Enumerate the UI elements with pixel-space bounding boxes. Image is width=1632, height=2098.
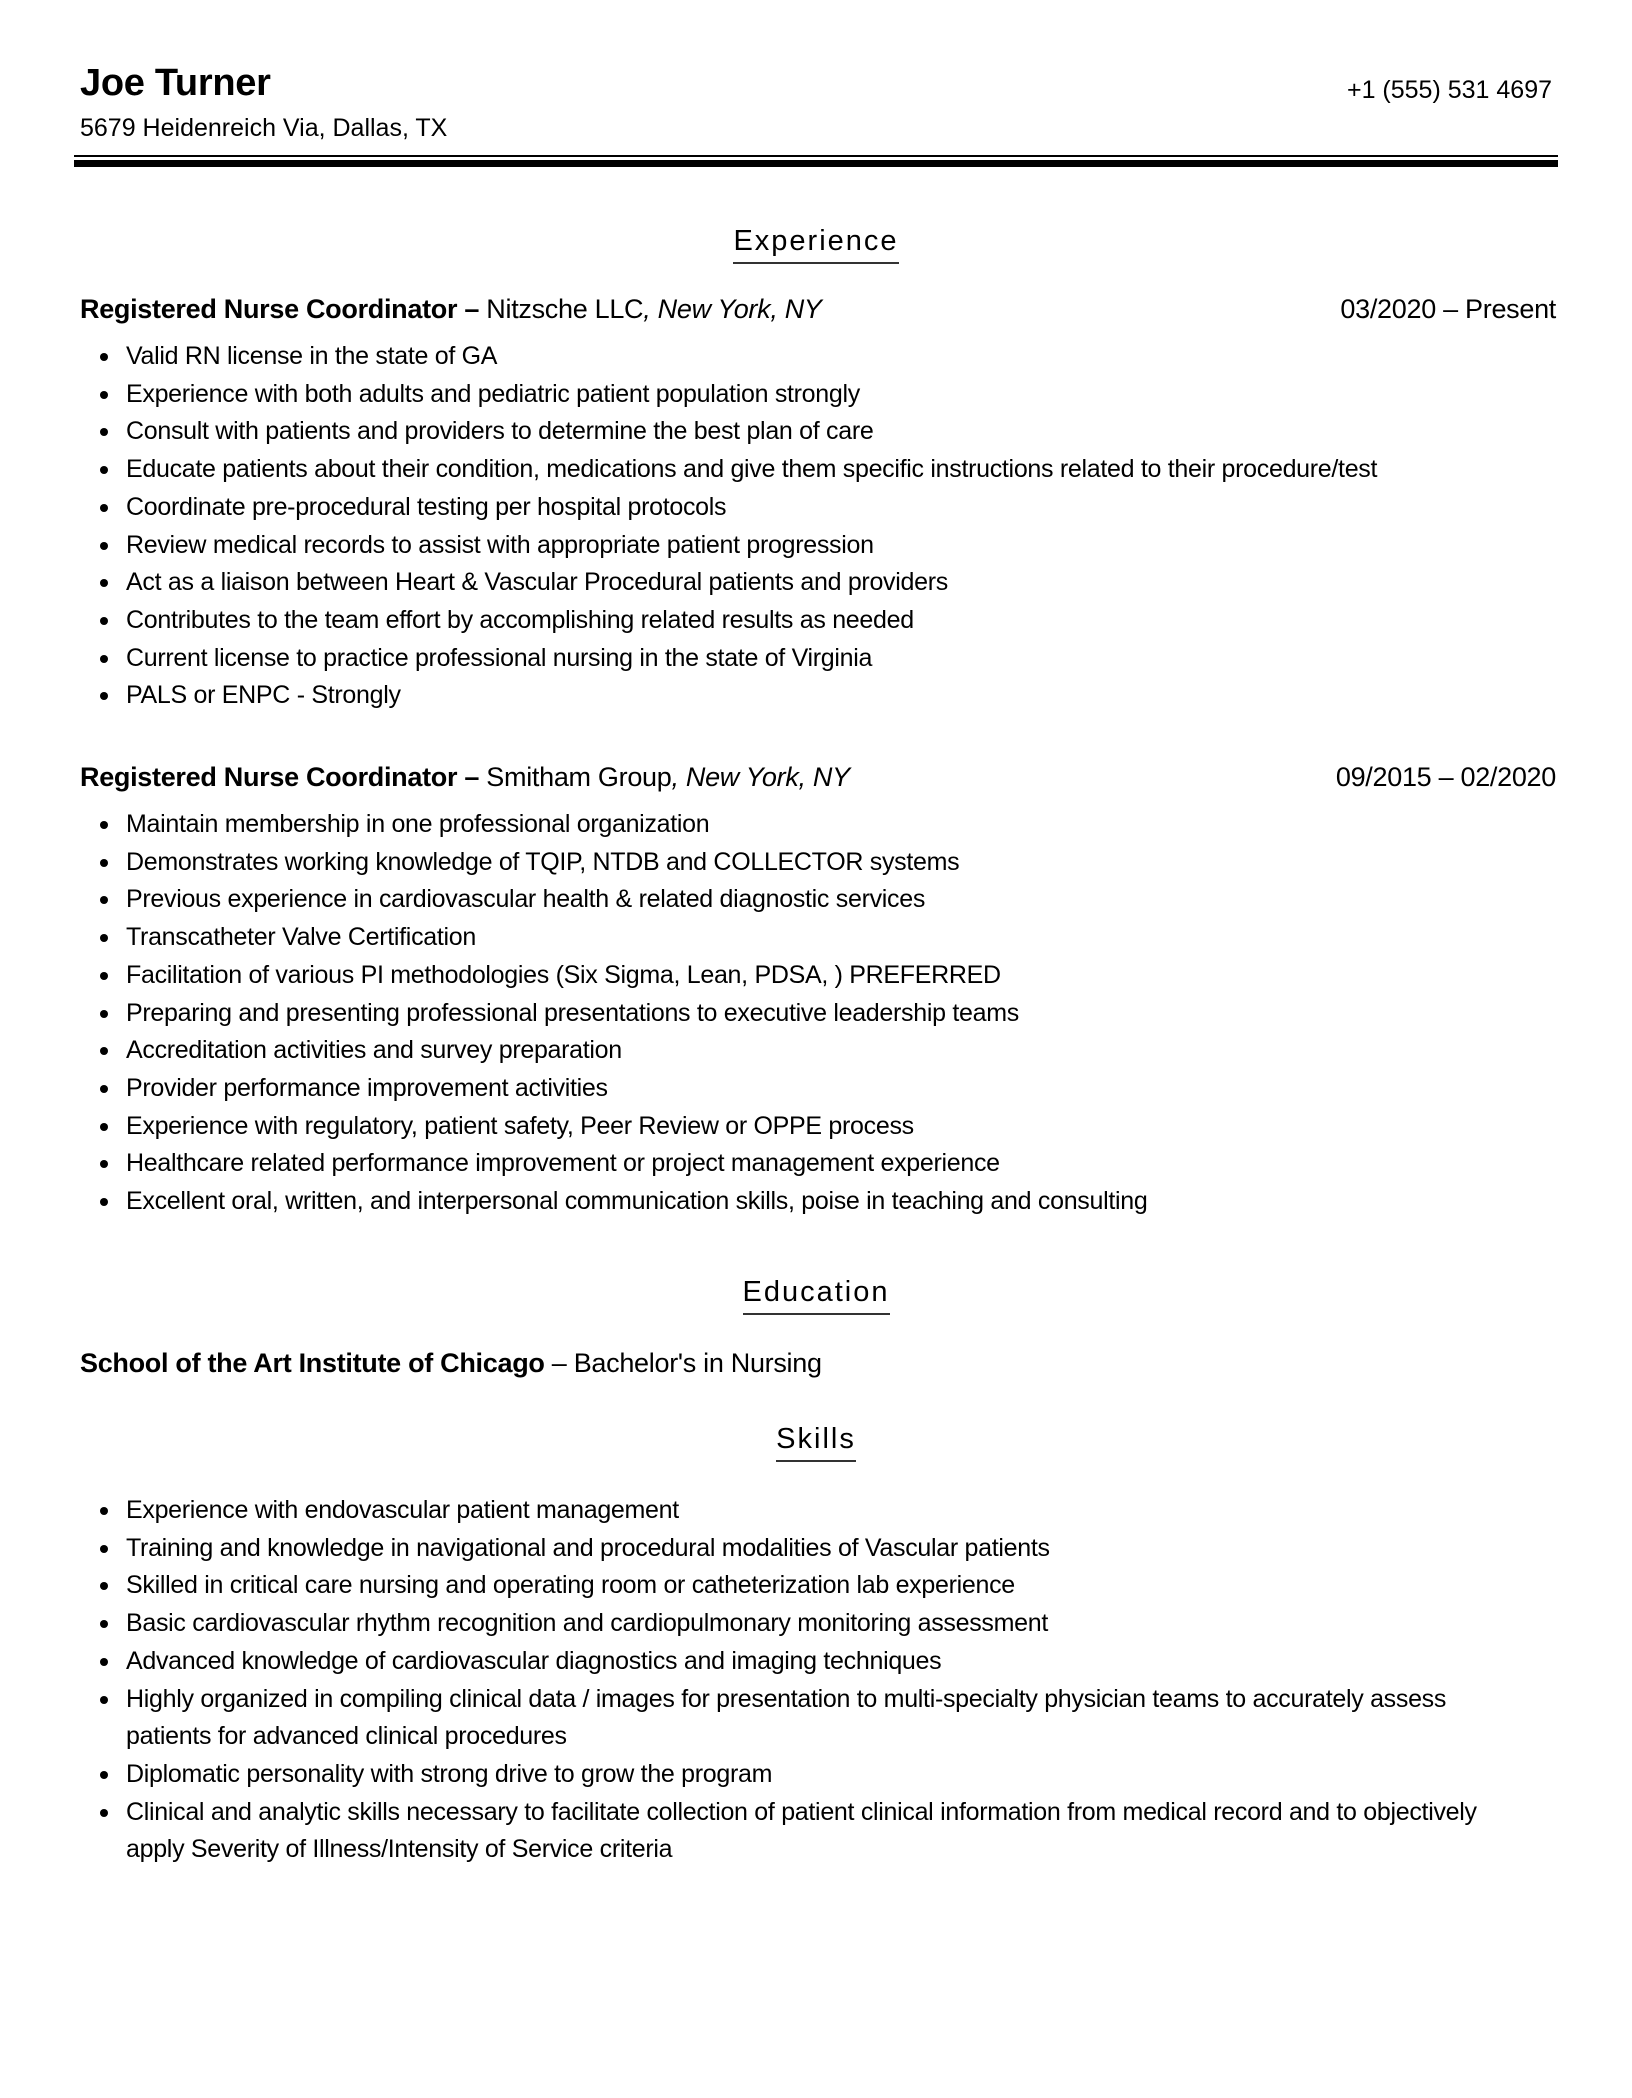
list-item: Contributes to the team effort by accomplishing related results as needed: [0, 602, 1560, 640]
education-heading-text: Education: [743, 1275, 890, 1315]
list-item: Diplomatic personality with strong drive to grow the program: [0, 1756, 1560, 1794]
list-item: Clinical and analytic skills necessary to facilitate collection of patient clinical information from medical record and to objectively apply Severity of Illness/Intensity of Service criteria: [0, 1794, 1560, 1869]
list-item: Review medical records to assist with appropriate patient progression: [0, 527, 1560, 565]
list-item: Maintain membership in one professional organization: [0, 806, 1560, 844]
list-item: Transcatheter Valve Certification: [0, 919, 1560, 957]
education-separator: –: [544, 1348, 574, 1378]
job-location: , New York, NY: [643, 294, 822, 324]
list-item: Highly organized in compiling clinical data / images for presentation to multi-specialty physician teams to accurately assess patients for advanced clinical procedures: [0, 1681, 1560, 1756]
skills-heading-text: Skills: [776, 1422, 856, 1462]
education-heading: [0, 1275, 1632, 1315]
job-dates: 03/2020 – Present: [1340, 294, 1556, 324]
degree: Bachelor's in Nursing: [573, 1348, 822, 1378]
header-divider-thin: [74, 155, 1558, 157]
school-name: School of the Art Institute of Chicago: [80, 1348, 545, 1378]
job-title: Registered Nurse Coordinator –: [80, 762, 480, 792]
list-item: Accreditation activities and survey preparation: [0, 1032, 1560, 1070]
list-item: Act as a liaison between Heart & Vascular Procedural patients and providers: [0, 564, 1560, 602]
experience-heading-text: Experience: [733, 224, 898, 264]
job-company: Nitzsche LLC: [486, 294, 644, 324]
list-item: Experience with endovascular patient management: [0, 1492, 1560, 1530]
candidate-address: 5679 Heidenreich Via, Dallas, TX: [80, 114, 448, 142]
job-header-2: [80, 762, 1556, 793]
skills-list: [0, 1492, 1560, 1869]
skills-heading: [0, 1422, 1632, 1462]
job-title-line: [80, 294, 822, 325]
list-item: Advanced knowledge of cardiovascular diagnostics and imaging techniques: [0, 1643, 1560, 1681]
list-item: Educate patients about their condition, medications and give them specific instructions related to their procedure/test: [0, 451, 1560, 489]
job-2-bullets: [0, 806, 1560, 1221]
list-item: Preparing and presenting professional presentations to executive leadership teams: [0, 995, 1560, 1033]
list-item: Demonstrates working knowledge of TQIP, NTDB and COLLECTOR systems: [0, 844, 1560, 882]
candidate-name: Joe Turner: [80, 62, 271, 104]
job-company: Smitham Group: [486, 762, 672, 792]
list-item: Excellent oral, written, and interpersonal communication skills, poise in teaching and consulting: [0, 1183, 1560, 1221]
experience-heading: [0, 224, 1632, 264]
list-item: Skilled in critical care nursing and operating room or catheterization lab experience: [0, 1567, 1560, 1605]
list-item: Consult with patients and providers to determine the best plan of care: [0, 413, 1560, 451]
job-location: , New York, NY: [671, 762, 850, 792]
header-divider-thick: [74, 160, 1558, 167]
list-item: Previous experience in cardiovascular health & related diagnostic services: [0, 881, 1560, 919]
education-entry: [80, 1348, 822, 1379]
job-header-1: [80, 294, 1556, 325]
job-title: Registered Nurse Coordinator –: [80, 294, 480, 324]
list-item: Training and knowledge in navigational and procedural modalities of Vascular patients: [0, 1530, 1560, 1568]
list-item: Current license to practice professional nursing in the state of Virginia: [0, 640, 1560, 678]
list-item: PALS or ENPC - Strongly: [0, 677, 1560, 715]
list-item: Experience with both adults and pediatric patient population strongly: [0, 376, 1560, 414]
list-item: Experience with regulatory, patient safety, Peer Review or OPPE process: [0, 1108, 1560, 1146]
job-1-bullets: [0, 338, 1560, 715]
list-item: Healthcare related performance improvement or project management experience: [0, 1145, 1560, 1183]
list-item: Basic cardiovascular rhythm recognition and cardiopulmonary monitoring assessment: [0, 1605, 1560, 1643]
list-item: Provider performance improvement activities: [0, 1070, 1560, 1108]
candidate-phone: +1 (555) 531 4697: [1346, 76, 1552, 104]
list-item: Valid RN license in the state of GA: [0, 338, 1560, 376]
list-item: Coordinate pre-procedural testing per hospital protocols: [0, 489, 1560, 527]
job-title-line: [80, 762, 850, 793]
list-item: Facilitation of various PI methodologies (Six Sigma, Lean, PDSA, ) PREFERRED: [0, 957, 1560, 995]
job-dates: 09/2015 – 02/2020: [1335, 762, 1556, 792]
